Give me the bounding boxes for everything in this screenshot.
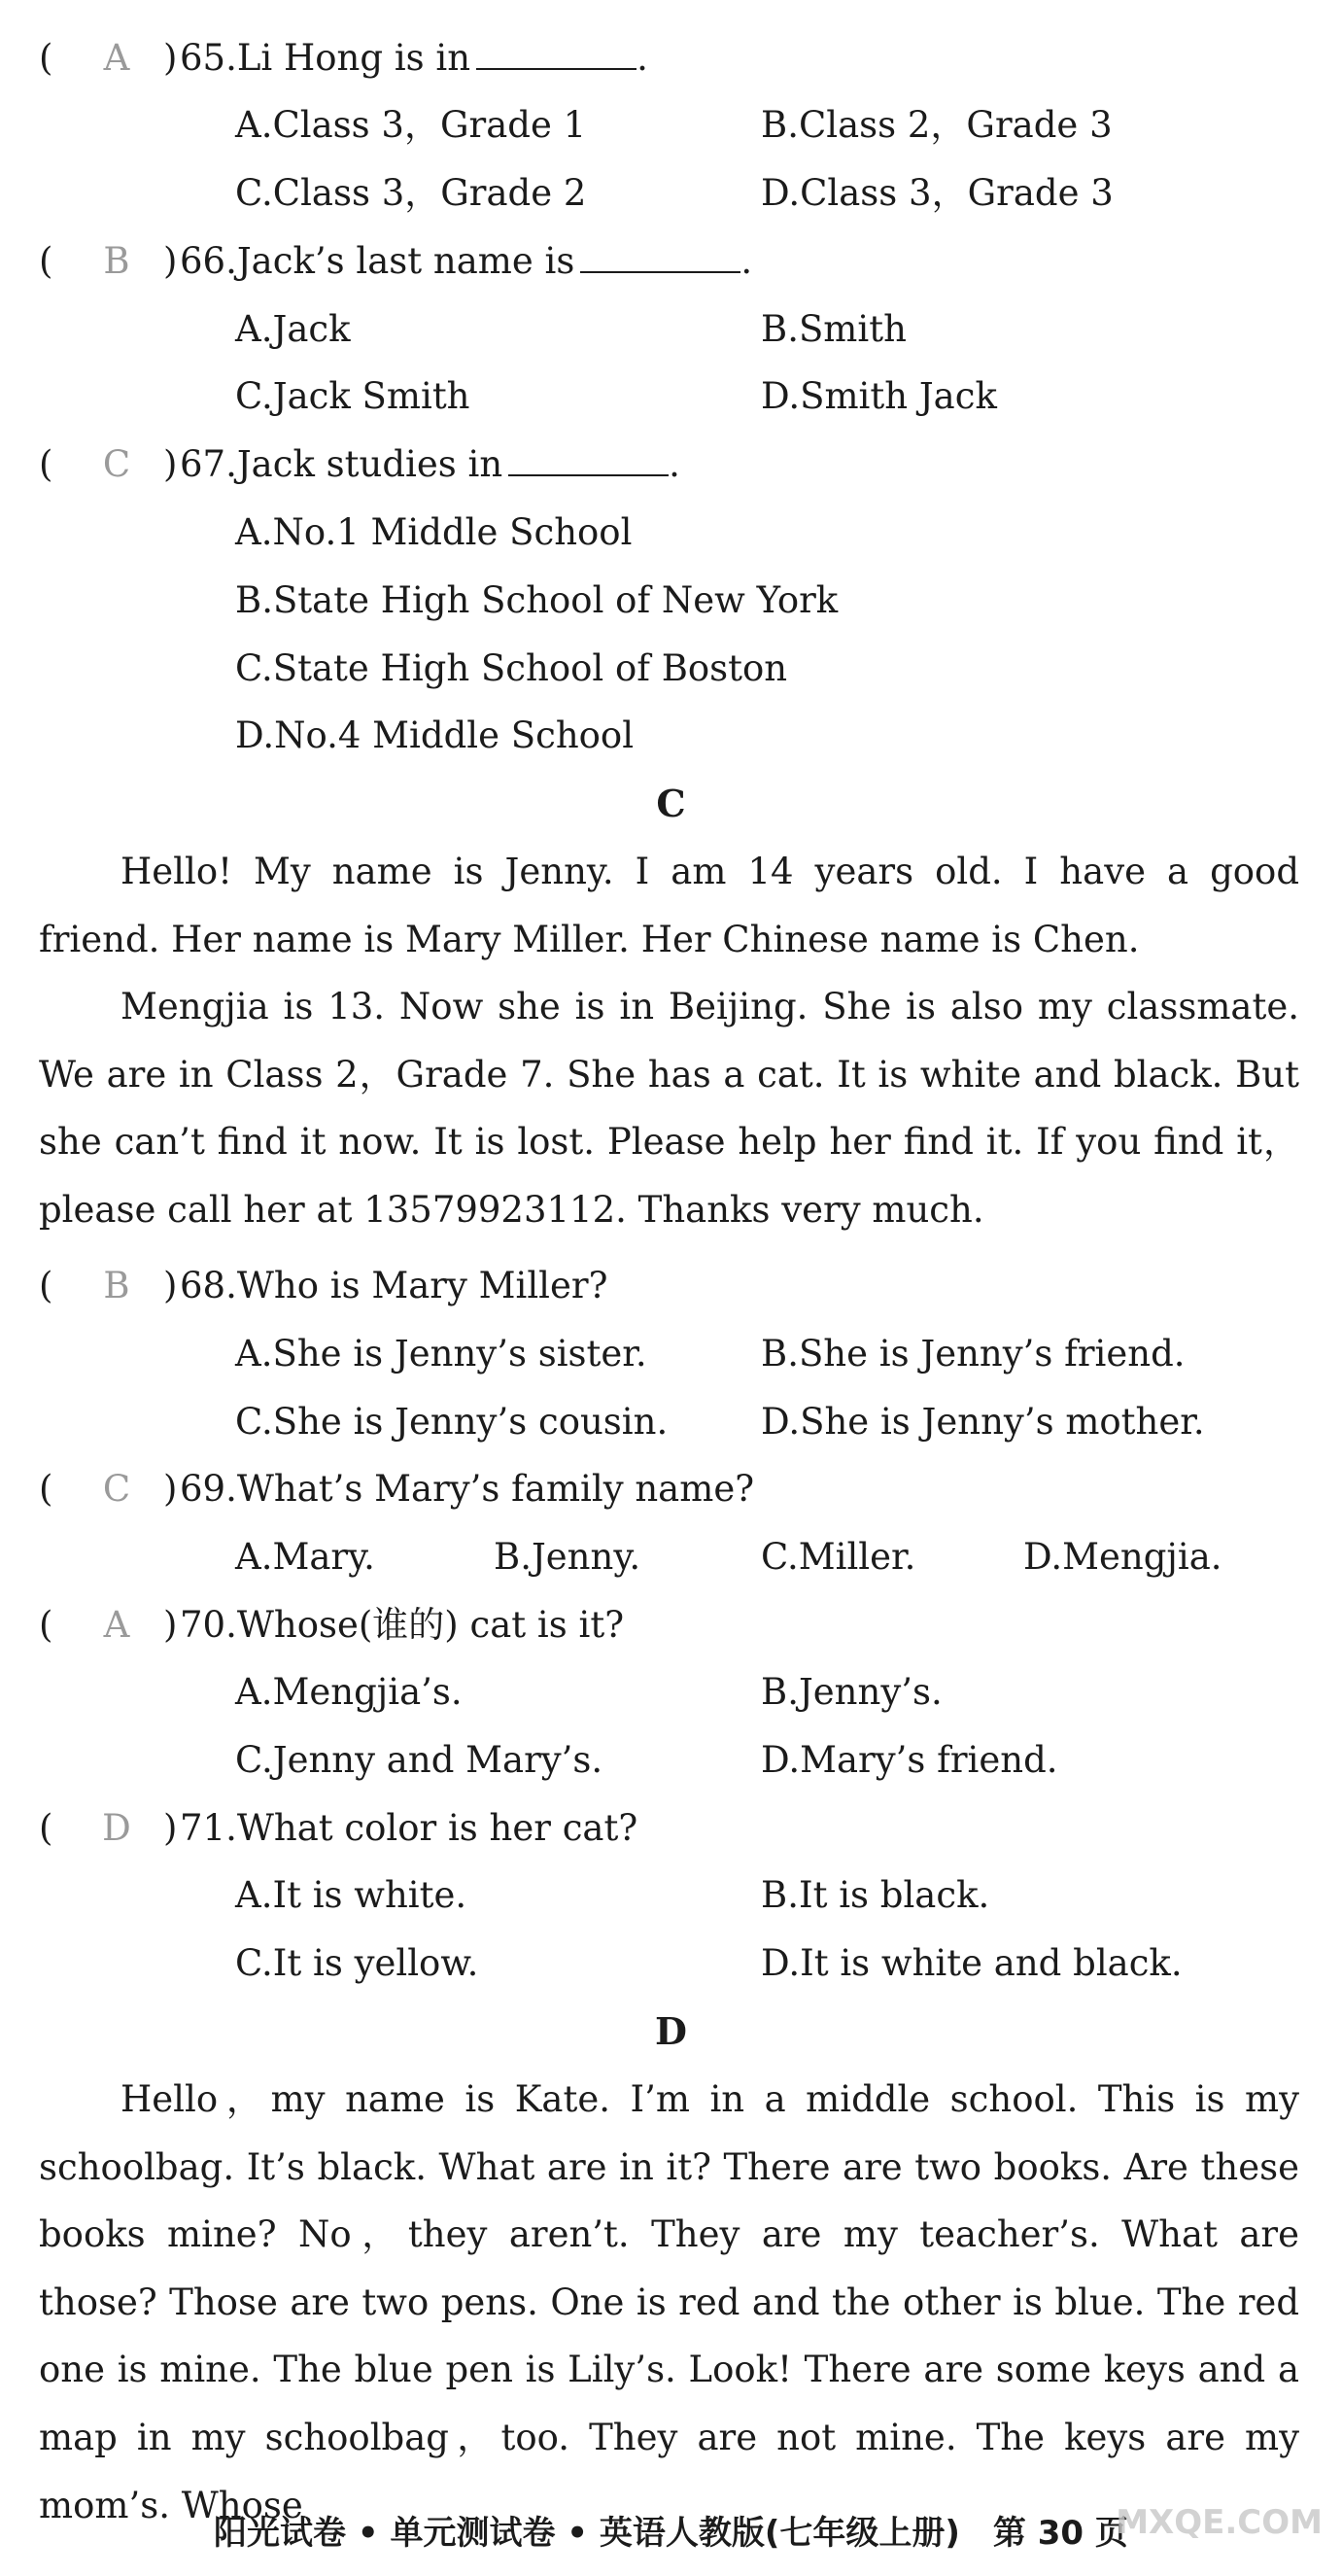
options-row [39,567,1303,635]
question-66 [39,227,1303,296]
option-a: A.No.1 Middle School [235,511,633,553]
question-stem: 68.Who is Mary Miller? [180,1265,608,1306]
options-row [39,363,1303,431]
answer-letter: D [102,1807,131,1849]
options-row [39,702,1303,770]
question-65 [39,24,1303,92]
options-row [39,159,1303,227]
answer-letter: B [103,240,130,282]
section-heading-d: D [655,2009,687,2053]
answer-paren-close: ) [163,1604,178,1646]
answer-letter: A [103,37,130,79]
passage-d [39,2066,1299,2539]
option-b: B.Class 2，Grade 3 [761,104,1113,146]
question-stem: 70.Whose(谁的) cat is it? [180,1604,625,1646]
answer-paren-close: ) [163,1265,178,1306]
options-row [39,1388,1303,1456]
option-a: A.Mengjia’s. [235,1671,463,1713]
option-a: A.Jack [235,308,351,350]
option-b: B.She is Jenny’s friend. [761,1333,1186,1375]
question-stem: 71.What color is her cat? [180,1807,638,1849]
question-stem: 66.Jack’s last name is . [180,227,752,296]
answer-paren-open: ( [39,443,53,485]
option-d: D.It is white and black. [761,1942,1183,1984]
option-c: C.It is yellow. [235,1942,479,1984]
options-row [39,1523,1303,1591]
option-a: A.It is white. [235,1874,467,1916]
passage-paragraph: Hello，my name is Kate. I’m in a middle school. This is my schoolbag. It’s black. What are in it? There are two books. Are these books mine? No，they aren’t. They are my teacher’s. What are those? Those are two pens. One is red and the other is blue. The red one is mine. The blue pen is Lily’s. Look! There are some keys and a map in my schoolbag，too. They are not mine. The keys are my mom’s. Whose [39,2078,1299,2526]
option-c: C.Miller. [761,1536,916,1578]
answer-blank [508,439,669,476]
option-b: B.It is black. [761,1874,990,1916]
question-68 [39,1252,1303,1320]
option-d: D.No.4 Middle School [235,714,635,756]
option-a: A.Class 3，Grade 1 [235,104,587,146]
option-b: B.Jenny. [494,1536,641,1578]
option-a: A.Mary. [235,1536,375,1578]
passage-c [39,838,1299,1244]
option-d: D.Smith Jack [761,375,997,417]
option-d: D.Class 3，Grade 3 [761,172,1114,214]
option-a: A.She is Jenny’s sister. [235,1333,647,1375]
option-b: B.Jenny’s. [761,1671,943,1713]
options-row [39,1658,1303,1726]
answer-paren-close: ) [163,1807,178,1849]
question-69 [39,1455,1303,1523]
answer-paren-open: ( [39,1468,53,1510]
answer-blank [580,236,740,273]
option-d: D.She is Jenny’s mother. [761,1401,1205,1443]
option-b: B.State High School of New York [235,579,839,621]
question-67 [39,431,1303,499]
section-heading-c: C [656,782,686,825]
answer-paren-close: ) [163,37,178,79]
option-c: C.Jack Smith [235,375,470,417]
options-row [39,1862,1303,1930]
options-row [39,1320,1303,1388]
options-row [39,1930,1303,1998]
option-c: C.Jenny and Mary’s. [235,1739,603,1781]
question-70 [39,1591,1303,1659]
answer-letter: C [102,1468,131,1510]
options-row [39,91,1303,159]
passage-paragraph: Hello! My name is Jenny. I am 14 years old. I have a good friend. Her name is Mary Miller. Her Chinese name is Chen. [39,851,1299,960]
options-row [39,1726,1303,1794]
answer-paren-open: ( [39,240,53,282]
answer-paren-close: ) [163,1468,178,1510]
answer-letter: C [102,443,131,485]
answer-paren-close: ) [163,443,178,485]
option-c: C.Class 3，Grade 2 [235,172,587,214]
option-d: D.Mengjia. [1023,1536,1222,1578]
option-b: B.Smith [761,308,907,350]
answer-paren-close: ) [163,240,178,282]
answer-paren-open: ( [39,37,53,79]
question-stem: 67.Jack studies in . [180,431,680,499]
page-footer: 阳光试卷 • 单元测试卷 • 英语人教版(七年级上册) 第 30 页 [214,2514,1128,2553]
option-d: D.Mary’s friend. [761,1739,1058,1781]
option-c: C.She is Jenny’s cousin. [235,1401,669,1443]
answer-paren-open: ( [39,1265,53,1306]
question-stem: 69.What’s Mary’s family name? [180,1468,755,1510]
options-row [39,499,1303,567]
option-c: C.State High School of Boston [235,647,788,689]
answer-paren-open: ( [39,1807,53,1849]
answer-letter: A [103,1604,130,1646]
watermark: MXQE.COM [1116,2503,1323,2542]
options-row [39,635,1303,703]
answer-blank [476,33,637,70]
passage-paragraph: Mengjia is 13. Now she is in Beijing. She is also my classmate. We are in Class 2，Grade 7. She has a cat. It is white and black. But she can’t find it now. It is lost. Please help her find it. If you find it，please call her at 13579923112. Thanks very much. [39,986,1299,1231]
answer-letter: B [103,1265,130,1306]
options-row [39,296,1303,364]
question-71 [39,1794,1303,1862]
question-stem: 65.Li Hong is in . [180,24,648,92]
answer-paren-open: ( [39,1604,53,1646]
